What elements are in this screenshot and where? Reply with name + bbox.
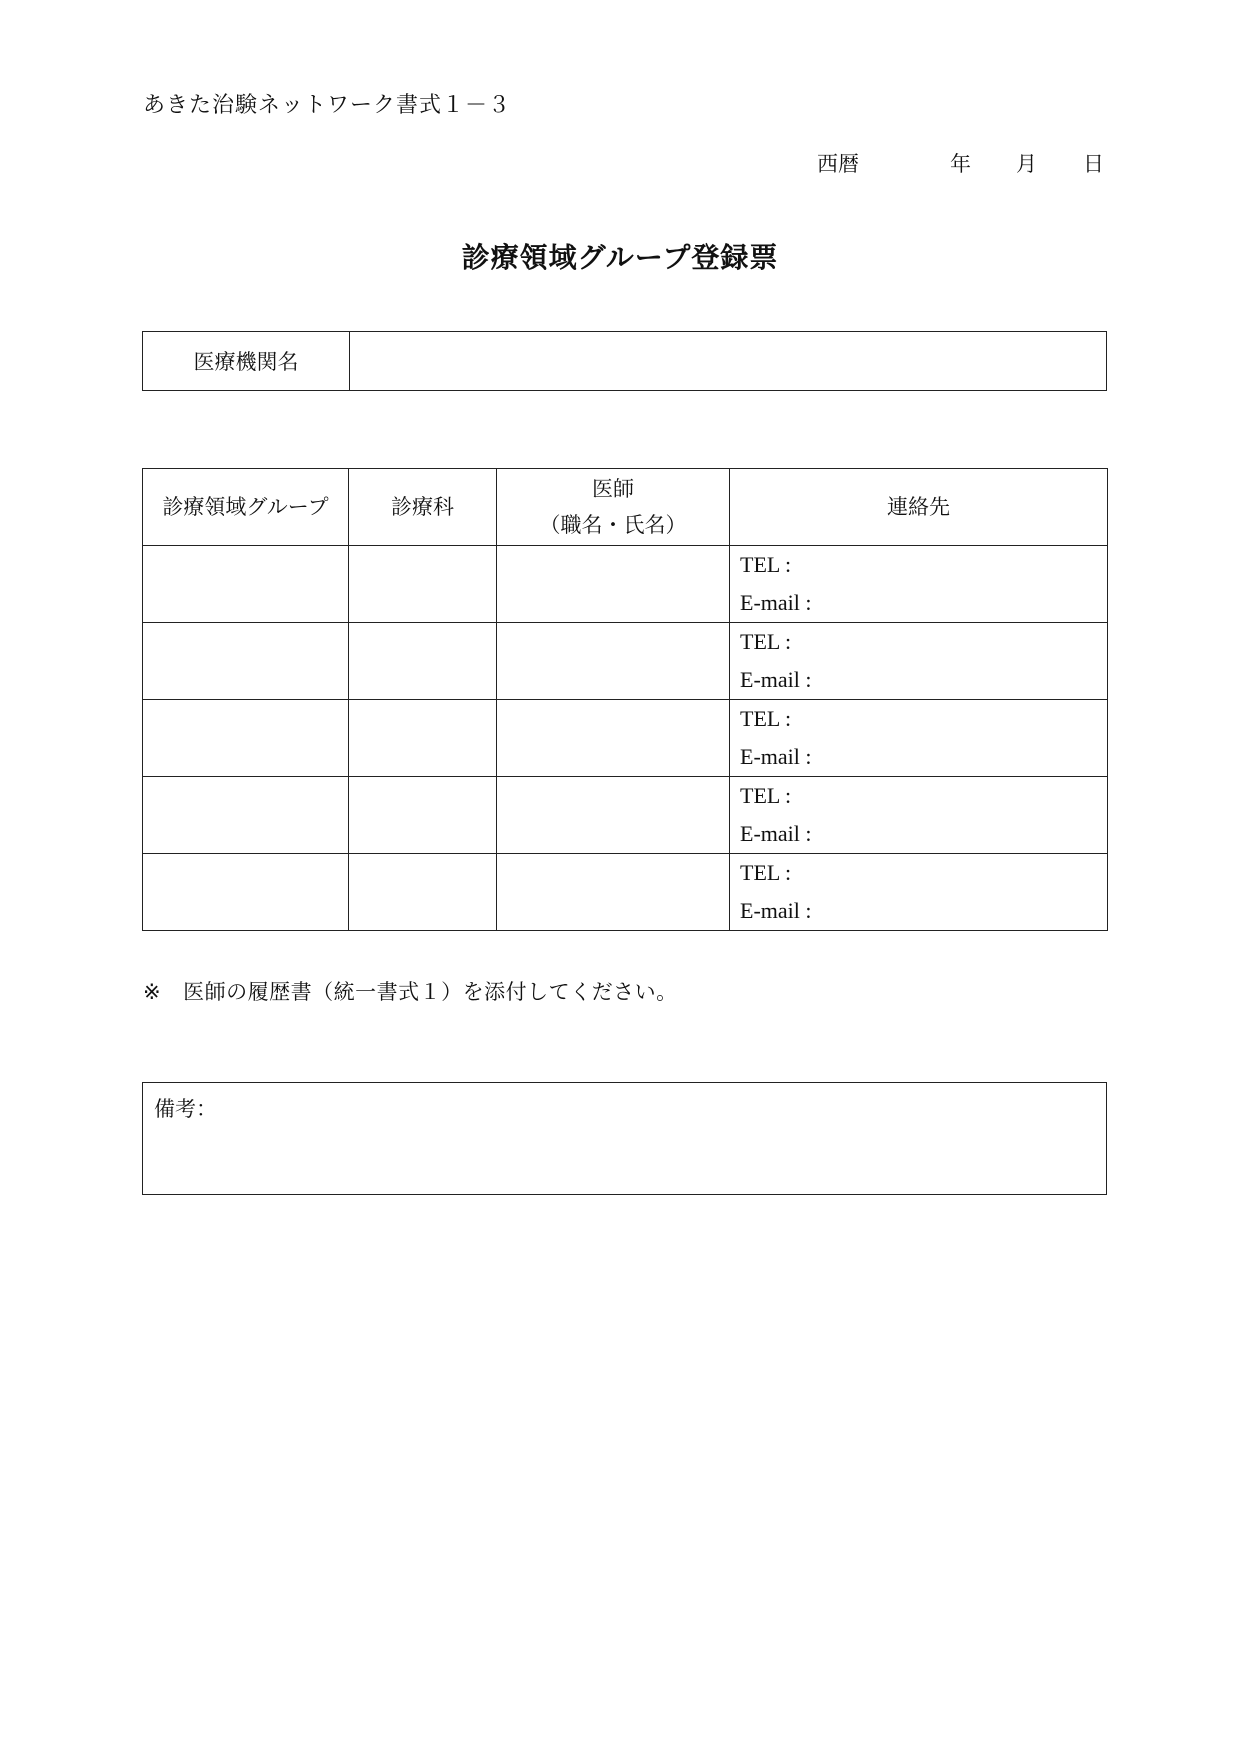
remarks-box[interactable]: [142, 1082, 1107, 1195]
registration-table: [142, 468, 1108, 931]
email-label: E-mail :: [740, 590, 812, 615]
remarks-label: 備考：: [154, 1097, 217, 1121]
email-label: E-mail :: [740, 744, 812, 769]
reference-mark: ※: [143, 980, 162, 1004]
header-contact: 連絡先: [730, 469, 1108, 546]
header-group: 診療領域グループ: [143, 469, 349, 546]
institution-table: [142, 331, 1107, 391]
contact-cell[interactable]: [730, 777, 1108, 854]
date-month-label: 月: [1016, 152, 1037, 176]
group-cell[interactable]: [143, 623, 349, 700]
group-cell[interactable]: [143, 777, 349, 854]
doctor-cell[interactable]: [497, 700, 730, 777]
doctor-cell[interactable]: [497, 623, 730, 700]
header-department: 診療科: [349, 469, 497, 546]
group-cell[interactable]: [143, 700, 349, 777]
contact-cell[interactable]: [730, 623, 1108, 700]
contact-cell[interactable]: [730, 700, 1108, 777]
email-label: E-mail :: [740, 821, 812, 846]
institution-name-field[interactable]: [350, 332, 1107, 391]
tel-label: TEL :: [740, 552, 792, 577]
doctor-cell[interactable]: [497, 546, 730, 623]
department-cell[interactable]: [349, 623, 497, 700]
department-cell[interactable]: [349, 700, 497, 777]
email-label: E-mail :: [740, 667, 812, 692]
department-cell[interactable]: [349, 546, 497, 623]
attachment-note: [143, 976, 678, 1006]
table-body: [143, 546, 1108, 931]
header-doctor: [497, 469, 730, 546]
group-cell[interactable]: [143, 854, 349, 931]
tel-label: TEL :: [740, 860, 792, 885]
table-row: [143, 777, 1108, 854]
header-doctor-line2: （職名・氏名）: [539, 513, 687, 537]
doctor-cell[interactable]: [497, 777, 730, 854]
form-number: あきた治験ネットワーク書式１－３: [143, 93, 512, 118]
group-cell[interactable]: [143, 546, 349, 623]
document-title: 診療領域グループ登録票: [461, 241, 779, 274]
department-cell[interactable]: [349, 854, 497, 931]
date-year-label: 年: [950, 152, 971, 176]
table-row: [143, 854, 1108, 931]
table-row: [143, 700, 1108, 777]
email-label: E-mail :: [740, 898, 812, 923]
contact-cell[interactable]: [730, 854, 1108, 931]
table-header-row: [143, 469, 1108, 546]
table-row: [143, 546, 1108, 623]
header-doctor-line1: 医師: [592, 477, 634, 501]
tel-label: TEL :: [740, 783, 792, 808]
date-era-label: 西暦: [817, 152, 859, 176]
institution-label: 医療機関名: [143, 332, 350, 391]
tel-label: TEL :: [740, 629, 792, 654]
table-row: [143, 623, 1108, 700]
contact-cell[interactable]: [730, 546, 1108, 623]
tel-label: TEL :: [740, 706, 792, 731]
doctor-cell[interactable]: [497, 854, 730, 931]
department-cell[interactable]: [349, 777, 497, 854]
attachment-note-text: 医師の履歴書（統一書式１）を添付してください。: [183, 980, 678, 1004]
date-day-label: 日: [1083, 152, 1104, 176]
